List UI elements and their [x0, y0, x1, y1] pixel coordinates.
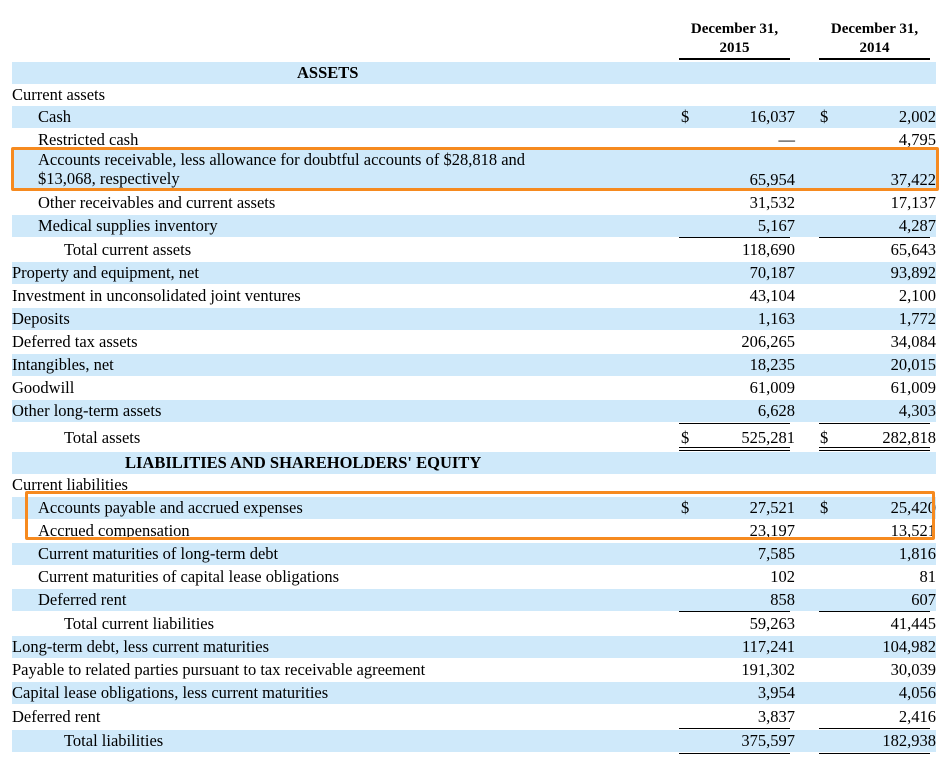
table-row: Deferred rent 858 607 [12, 589, 936, 611]
subtotal-rule [679, 423, 790, 424]
subtotal-rule [819, 728, 930, 729]
table-row: Current maturities of capital lease obligations 102 81 [38, 567, 936, 586]
subtotal-rule [819, 753, 930, 754]
table-row: Deferred rent 3,837 2,416 [12, 707, 936, 726]
subtotal-rule [679, 728, 790, 729]
total-double-rule [819, 447, 930, 448]
table-row: Other receivables and current assets 31,532 17,137 [38, 193, 936, 212]
table-row-total-liabilities: Total liabilities 375,597 182,938 [12, 730, 936, 752]
total-double-rule [819, 450, 930, 451]
table-row: Medical supplies inventory 5,167 4,287 [12, 215, 936, 237]
total-double-rule [679, 450, 790, 451]
section-heading-liabilities: LIABILITIES AND SHAREHOLDERS' EQUITY [12, 452, 936, 474]
table-row: Other long-term assets 6,628 4,303 [12, 401, 936, 420]
table-row: Deposits 1,163 1,772 [12, 309, 936, 328]
table-row: Payable to related parties pursuant to tax receivable agreement 191,302 30,039 [12, 660, 936, 679]
header-rule [819, 58, 930, 60]
table-row-total-assets: Total assets $ 525,281 $ 282,818 [64, 428, 936, 447]
highlight-box-current-liabilities [25, 491, 935, 540]
subtotal-rule [819, 423, 930, 424]
table-row: Deferred tax assets 206,265 34,084 [12, 332, 936, 351]
column-header-2014: December 31, 2014 [830, 21, 919, 56]
table-row: Accounts receivable, less allowance for doubtful accounts of $28,818 and $13,068, respectively 65,954 37,422 [12, 150, 936, 190]
table-row: Total current liabilities 59,263 41,445 [64, 614, 936, 633]
table-row: Property and equipment, net 70,187 93,892 [12, 263, 936, 282]
table-row: Goodwill 61,009 61,009 [12, 378, 936, 397]
table-row: Current assets [12, 85, 106, 104]
table-row: Total current assets 118,690 65,643 [64, 240, 936, 259]
table-row: Long-term debt, less current maturities 117,241 104,982 [12, 637, 936, 656]
table-row: Cash $ 16,037 $ 2,002 [12, 106, 936, 128]
subtotal-rule [819, 611, 930, 612]
table-row: Accrued compensation 23,197 13,521 [38, 521, 936, 540]
table-row: Current maturities of long-term debt 7,585 1,816 [12, 543, 936, 565]
table-row: Current liabilities [12, 475, 128, 494]
section-heading-assets: ASSETS [12, 62, 936, 84]
column-header-2015: December 31, 2015 [690, 21, 779, 56]
table-row: Restricted cash — 4,795 [38, 130, 936, 149]
table-row: Capital lease obligations, less current maturities 3,954 4,056 [12, 683, 936, 702]
highlight-box-accounts-receivable [11, 147, 939, 191]
subtotal-rule [679, 611, 790, 612]
table-row: Investment in unconsolidated joint ventures 43,104 2,100 [12, 286, 936, 305]
subtotal-rule [819, 237, 930, 238]
table-row: Intangibles, net 18,235 20,015 [12, 355, 936, 374]
subtotal-rule [679, 753, 790, 754]
table-row: Accounts payable and accrued expenses $ 27,521 $ 25,420 [12, 497, 936, 519]
header-rule [679, 58, 790, 60]
subtotal-rule [679, 237, 790, 238]
total-double-rule [679, 447, 790, 448]
